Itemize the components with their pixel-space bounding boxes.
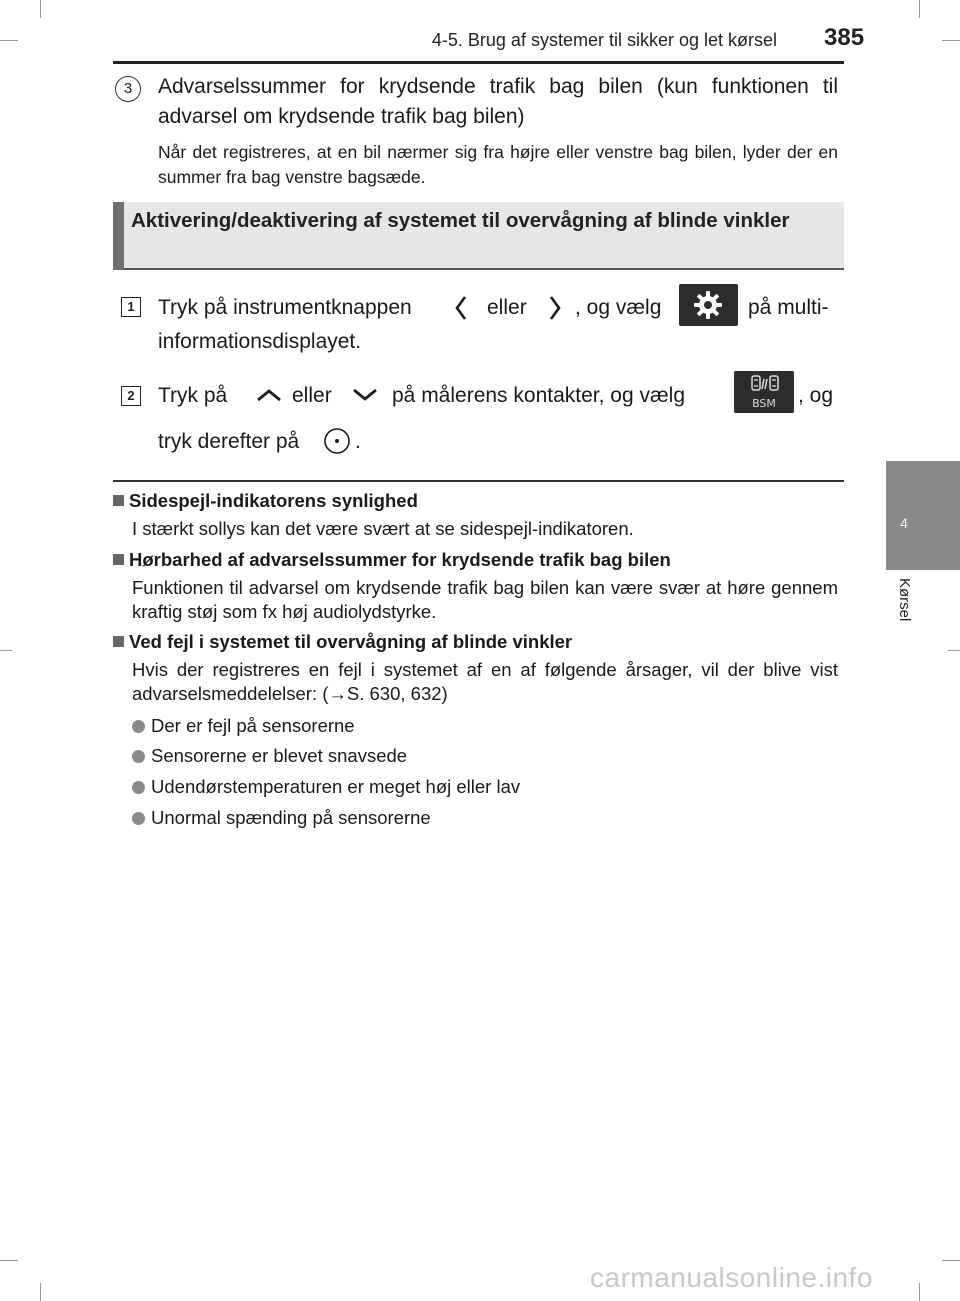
page-number: 385 [824,24,865,51]
chevron-down-icon [350,386,380,404]
item-description: Når det registreres, at en bil nærmer sig fra højre eller venstre bag bilen, lyder der en summer fra bag venstre bagsæde. [158,142,838,187]
note-body: I stærkt sollys kan det være svært at se sidespejl-indikatoren. [132,518,634,539]
bsm-label: BSM [752,397,776,410]
chapter-label: Kørsel [896,578,913,622]
note-body: Hvis der registreres en fejl i systemet af en af følgende årsager, vil der blive vist advarselsmeddelelser: (→S. 630, 632) [132,659,838,704]
crop-mark [948,650,960,651]
section-header-bar [113,202,124,270]
list-item-text: Sensorerne er blevet snavsede [151,745,408,766]
chapter-number: 4 [900,515,908,531]
note-heading-text: Hørbarhed af advarselssummer for krydsende trafik bag bilen [129,549,671,570]
square-bullet-icon [113,554,124,565]
crop-mark [40,1283,41,1301]
crop-mark [942,1260,960,1261]
note-heading [113,631,572,653]
list-item-text: Udendørstemperaturen er meget høj eller lav [151,776,521,797]
step-text: på multi- [748,296,829,319]
note-heading-text: Ved fejl i systemet til overvågning af blinde vinkler [129,631,573,652]
chevron-left-icon [451,293,471,323]
note-heading [113,490,418,512]
step-text: . [355,430,361,453]
blind-spot-monitor-icon [749,374,781,396]
watermark: carmanualsonline.info [590,1262,873,1293]
list-item [132,776,520,798]
list-item [132,807,431,829]
list-item-text: Unormal spænding på sensorerne [151,807,431,828]
list-item [132,745,407,767]
step-text: på målerens kontakter, og vælg [392,384,685,407]
list-item [132,715,355,737]
square-bullet-icon [113,636,124,647]
step-text: Tryk på [158,384,228,407]
step-text: informationsdisplayet. [158,330,362,353]
note-heading-text: Sidespejl-indikatorens synlighed [129,490,418,511]
section-title: Aktivering/deaktivering af systemet til overvågning af blinde vinkler [131,209,790,232]
bullet-dot-icon [132,750,145,763]
square-bullet-icon [113,495,124,506]
step-text: tryk derefter på [158,430,300,453]
step-number-badge: 2 [121,386,141,406]
note-heading [113,549,671,571]
step-text: eller [292,384,332,407]
chapter-title: 4-5. Brug af systemer til sikker og let kørsel [431,30,777,50]
gear-icon [692,289,724,321]
crop-mark [0,1260,18,1261]
chevron-up-icon [254,386,284,404]
step-text: Tryk på instrumentknappen [158,296,412,319]
step-number-badge: 1 [121,297,141,317]
crop-mark [40,0,41,18]
note-body: Funktionen til advarsel om krydsende trafik bag bilen kan være svær at høre gennem kraftig støj som fx høj audiolydstyrke. [132,577,838,622]
item-title: Advarselssummer for krydsende trafik bag bilen (kun funktionen til advarsel om krydsende trafik bag bilen) [158,75,838,128]
list-item-text: Der er fejl på sensorerne [151,715,355,736]
step-text: , og vælg [575,296,662,319]
bullet-dot-icon [132,812,145,825]
crop-mark [919,1283,920,1301]
section-divider [113,480,844,482]
chevron-right-icon [545,293,565,323]
crop-mark [0,40,18,41]
item-number-badge: 3 [115,76,141,102]
header-rule [113,61,844,64]
crop-mark [942,40,960,41]
step-text: eller [487,296,527,319]
bullet-dot-icon [132,720,145,733]
crop-mark [0,650,12,651]
crop-mark [919,0,920,18]
bullet-dot-icon [132,781,145,794]
step-text: , og [798,384,834,407]
ok-button-icon [322,426,352,456]
